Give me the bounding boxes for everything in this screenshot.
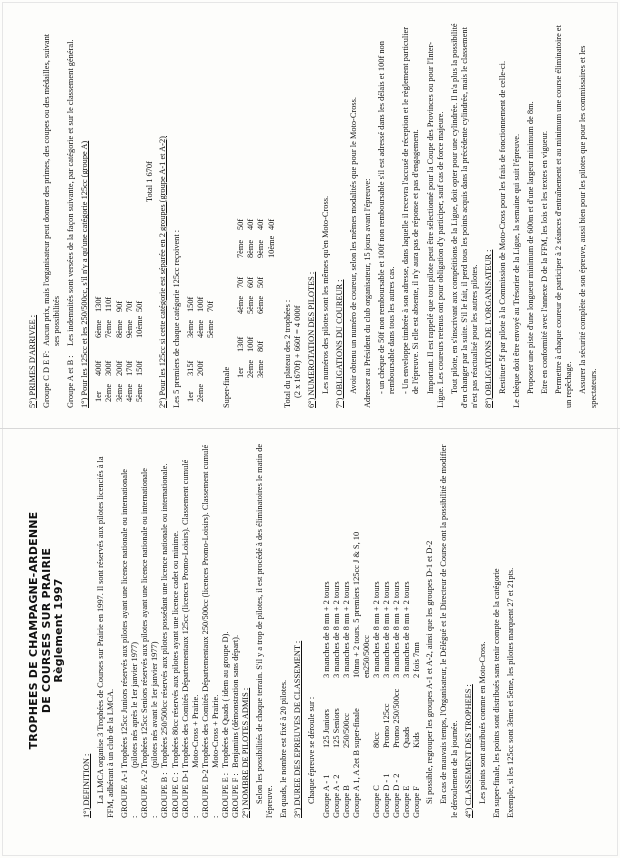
table-cell: 2ème [196, 383, 206, 402]
admitted-text-2: En quads, le nombre est fixé à 20 pilotes. [279, 679, 289, 818]
table-cell: 50f [256, 276, 266, 288]
table-row [246, 23, 256, 378]
rider-obligations-text-2: Adresser au Président du club organisateur, 15 jours avant l'épreuve: [363, 178, 373, 408]
table-cell: 3 manches de 8 mn + 2 tours [382, 581, 392, 678]
group-label: Groupe C D E F: [42, 350, 52, 408]
table-cell: 9ème [124, 319, 134, 338]
organizer-obligations-text-2: Le chèque doit être envoyé au Trésorier de la Ligue, la semaine qui suit l'épreuve. [512, 133, 522, 408]
table-cell: 10mn + 2 tours. 5 premiers 125cc J & S, 10 en250/500cc [351, 531, 371, 678]
table-cell: 90f [114, 300, 124, 312]
organizer-obligations-text-1: Restituer 5f par pilote à la Commission de Moto-Cross pour les frais de fonctionnement de celle-ci. [497, 60, 507, 394]
group-label: Groupe A et B : [66, 355, 76, 408]
ranking-text-1: Les points sont attribués comme en Moto-Cross. [477, 641, 487, 804]
group-text: Trophées 125cc Juniors réservés aux pilotes ayant une licence nationale ou internationale (pilotes nés après le 1er janvier 1977) [120, 468, 140, 768]
group-b [160, 443, 170, 818]
rider-obligations-important: Important. Il est rappelé que tout pilote peut être sélectionné pour la Coupe des Provinces ou pour l'Inter-Ligue. Les coureurs retenus ont pour obligation d'y participer, sauf cas de force majeure. [425, 41, 445, 408]
table-row [186, 23, 196, 402]
group-label: GROUPE C : [170, 772, 180, 818]
table-cell: 100f [246, 336, 256, 352]
group-label: GROUPE A-1 : [120, 769, 140, 818]
group-a2 [140, 443, 160, 818]
prizes-table-1 [94, 23, 154, 402]
group-label: GROUPE D-1 : [180, 769, 200, 818]
table-cell: 40f [246, 218, 256, 230]
group-e [221, 443, 231, 818]
table-cell: 3 manches de 8 mn + 2 tours [341, 581, 351, 678]
group-text: Trophées des Comités Départementaux 125cc (licences Promo-Loisirs). Classement cumulé Moto-Cross + Prairie. [180, 459, 200, 768]
group-label: GROUPE D-2 : [200, 769, 220, 818]
group-label: GROUPE E : [220, 772, 230, 818]
table-row [135, 23, 145, 402]
table-row [236, 23, 246, 378]
table-row [342, 443, 352, 818]
table-cell [267, 288, 277, 314]
table-cell: Groupe F [412, 786, 422, 818]
table-row [412, 443, 422, 818]
organizer-obligations-text-3: Proposer une piste d'une longueur minimum de 600m et d'une largeur minimum de 8m. [526, 101, 536, 394]
table-cell: 125 Seniors [331, 708, 341, 748]
duration-intro: Chaque épreuve se déroule sur : [307, 696, 317, 804]
table-cell: Groupe D - 2 [392, 773, 402, 818]
rider-obligations-heading: 7°) OBLIGATIONS DU COUREUR : [334, 279, 344, 408]
table-cell: 50f [236, 218, 246, 230]
table-cell: 70f [236, 276, 246, 288]
rider-obligations-displacement: Tout pilote, en s'inscrivant aux compétitions de la Ligue, doit opter pour une cylindrée. Il n'a plus la possibilité d'en changer par la suite. S'il le fait, il perd tous les points acquis dans la précédente cylindrée, mais le classement n'est pas réactualisé pour les autres pilotes. [449, 23, 479, 408]
group-text: Benjamins (démonstration sans départ). [231, 634, 241, 768]
prizes-table-3 [236, 23, 276, 378]
table-cell: Groupe C [371, 785, 381, 818]
plateau-total-calc: (2 x 1670f) + 660f = 4 000f [292, 305, 302, 398]
group-text: Trophées 250/500cc réservés aux pilotes possédant une licence nationale ou internationale. [160, 463, 170, 768]
table-cell: 3 manches de 8 mn + 2 tours [321, 581, 331, 678]
prizes-group-ab [66, 23, 76, 408]
table-row [125, 23, 135, 402]
table-row [322, 443, 332, 818]
table-cell: 10ème [134, 315, 144, 338]
group-text: Trophées 80cc réservés aux pilotes ayant une licence cadet ou minime. [170, 530, 180, 768]
group-c [171, 443, 181, 818]
right-column [28, 23, 603, 408]
table-cell: Groupe D - 1 [382, 773, 392, 818]
table-cell: 6ème [94, 319, 104, 338]
definition-intro: La LMCA organise 3 Trophées de Courses sur Prairie en 1997. Il sont réservés aux pilotes licenciés à la FFM, adhérant à un club de la LMCA. [96, 456, 116, 818]
table-cell: 125 Juniors [321, 709, 331, 748]
prizes-case-2: 2°) Pour les 125cc si cette catégorie est séparée en 2 groupes (groupe A-1 et A-2) [157, 136, 167, 408]
table-cell: 3 manches de 8 mn + 2 tours [371, 581, 381, 678]
definition-heading: 1°) DEFINITION : [81, 753, 91, 818]
title-line-1: TROPHEES DE CHAMPAGNE-ARDENNE [27, 511, 40, 750]
group-text: Trophées 125cc Seniors réservés aux pilotes ayant une licence nationale ou internationale (pilotes nés avant le 1er janvier 1977) [140, 468, 160, 768]
table-cell: 10ème [266, 235, 276, 258]
table-row [372, 443, 382, 818]
table-cell: 70f [124, 300, 134, 312]
prizes-table-2 [186, 23, 216, 402]
table-row [115, 23, 125, 402]
table-cell: 250/500cc [341, 713, 351, 748]
group-f [231, 443, 241, 818]
table-row [402, 443, 412, 818]
group-d1 [181, 443, 201, 818]
table-cell: 400f [94, 360, 104, 376]
table-cell: 3ème [114, 383, 124, 402]
table-cell: 40f [266, 218, 276, 230]
ranking-heading: 4°) CLASSEMENT DES TROPHEES : [463, 684, 473, 818]
table-cell: 2ème [104, 383, 114, 402]
title-line-2: DE COURSES SUR PRAIRIE [39, 547, 53, 714]
table-cell: 1er [186, 391, 196, 402]
table-cell: 50f [134, 300, 144, 312]
table-cell: 300f [104, 360, 114, 376]
table-cell: 3 manches de 8 mn + 2 tours [392, 581, 402, 678]
rider-obligations-text-1: Avoir obtenu un numéro de coureur, selon les mêmes modalités que pour le Moto-Cross. [349, 97, 359, 394]
table-cell: 150f [186, 296, 196, 312]
table-cell: 3ème [256, 359, 266, 378]
group-label: GROUPE A-2 : [140, 769, 160, 818]
table-cell: 1er [94, 391, 104, 402]
numbering-text: Les numéros des pilotes sont les mêmes qu'en Moto-Cross. [320, 195, 330, 394]
table-cell [267, 314, 277, 352]
duration-table [322, 443, 423, 818]
table-cell: 3 manches de 8 mn + 2 tours [402, 581, 412, 678]
group-text: Trophées des Comités Départementaux 250/500cc (licences Promo-Loisirs). Classement cumulé Moto-Cross + Prairie. [200, 444, 220, 768]
table-cell [267, 258, 277, 288]
ranking-text-2: En super-finale, les points sont distribués sans tenir compte de la catégorie [491, 568, 501, 818]
table-cell: 4ème [196, 319, 206, 338]
rider-obligations-bullet-2: - Un enveloppe timbrée à son adresse, dans laquelle il recevra l'accusé de réception et le règlement particulier de l'épreuve. Si elle est absente, il n'y aura pas de réponse et pas d'engagement. [401, 26, 421, 394]
table-row [392, 443, 402, 818]
group-text: Trophées de Quads ( idem au groupe D). [220, 631, 230, 768]
table-cell: 130f [236, 336, 246, 352]
title-line-3: Règlement 1997 [52, 578, 66, 683]
table-cell: 315f [186, 360, 196, 376]
table-cell: 5ème [134, 383, 144, 402]
table-cell: 60f [246, 276, 256, 288]
admitted-heading: 2°) NOMBRE DE PILOTES ADMIS : [241, 687, 251, 818]
table-cell: Groupe A - 2 [331, 774, 341, 818]
table-cell: 1er [236, 367, 246, 378]
table-cell: 3 manches de 8 mn + 2 tours [331, 581, 341, 678]
group-a1 [120, 443, 140, 818]
duration-note-2: En cas de mauvais temps, l'Organisateur, le Délégué et le Directeur de Course ont la possibilité de modifier le déroulement de la journée. [439, 444, 459, 818]
table-cell: Promo 250/500cc [392, 688, 402, 748]
table-cell: 200f [196, 360, 206, 376]
table-cell: 200f [114, 360, 124, 376]
table-row [196, 23, 206, 402]
table-cell: 4ème [124, 383, 134, 402]
super-finale-label: Super-finale [222, 366, 232, 408]
table-cell: 100f [196, 296, 206, 312]
table-cell: 4ème [236, 295, 246, 314]
table-cell: 2 fois 7mn [412, 642, 422, 678]
prizes-total-1: Total 1 670f [144, 161, 154, 202]
prizes-case-2-text: Les 5 premiers de chaque catégorie 125cc reçoivent : [171, 229, 181, 408]
table-cell [206, 376, 216, 402]
table-cell: 70f [206, 300, 216, 312]
organizer-obligations-text-6: Assurer la sécurité complète de son épreuve, aussi bien pour les pilotes que pour les commissaires et les spectateurs. [578, 45, 598, 408]
table-cell: Quads [402, 726, 412, 748]
duration-heading: 3°) DUREE DES EPREUVES DE CLASSEMENT : [293, 640, 303, 818]
table-cell [267, 352, 277, 378]
table-cell: 2ème [246, 359, 256, 378]
table-row [267, 23, 277, 378]
table-row [206, 23, 216, 402]
table-cell: 80f [256, 340, 266, 352]
table-cell: Groupe A 1, A 2et B [351, 750, 361, 818]
table-cell: 5ème [206, 319, 216, 338]
table-cell: super-finale [351, 708, 361, 748]
left-column [28, 443, 520, 818]
table-cell: Kids [412, 732, 422, 748]
table-cell: 150f [134, 360, 144, 376]
group-d2 [201, 443, 221, 818]
table-row [332, 443, 342, 818]
organizer-obligations-text-5: Permettre à chaque coureur de participer à 2 séances d'entraînement et au minimum une course éliminatoire et un repêchage. [554, 25, 574, 408]
table-row [104, 23, 114, 402]
duration-note-1: Si possible, regrouper les groupes A-1 et A-2, ainsi que les groupes D-1 et D-2 [425, 540, 435, 804]
table-cell: 7ème [104, 319, 114, 338]
group-text: Aucun prix, mais l'organisateur peut donner des primes, des coupes ou des médailles, suivant ses possibilités [42, 33, 62, 346]
table-cell: 9ème [256, 239, 266, 258]
table-cell: 80cc [371, 732, 381, 748]
prizes-heading: 5°) PRIMES D'ARRIVEE : [28, 314, 37, 408]
table-cell: Groupe E [402, 785, 412, 818]
table-cell: 6ème [256, 295, 266, 314]
table-cell: 130f [94, 296, 104, 312]
table-cell: Promo 125cc [382, 703, 392, 748]
table-row [256, 23, 266, 378]
organizer-obligations-text-4: Etre en conformité avec l'annexe D de la FFM, les lois et les textes en vigueur. [540, 130, 550, 394]
prizes-group-cdef [42, 23, 62, 408]
table-row [382, 443, 392, 818]
table-cell: Groupe A - 1 [321, 774, 331, 818]
table-cell: 5ème [246, 295, 256, 314]
document-title [28, 443, 66, 818]
table-cell: 8ème [114, 319, 124, 338]
group-label: GROUPE F : [231, 773, 241, 818]
table-cell: 8ème [246, 239, 256, 258]
prizes-case-1: 1°) Pour les 125cc et les 250/500cc, s'il n'y a qu'une catégorie 125cc (groupe A) [80, 140, 90, 408]
table-cell: 7ème [236, 239, 246, 258]
ranking-text-3: Exemple, si les 125cc sont 3ème et 5ème, les pilotes marquent 27 et 21pts. [505, 567, 515, 818]
rider-obligations-bullet-1: - un chèque de 50f non remboursable et 100f non remboursable s'il est adressé dans les délais et 100f non remboursable dans tous les autres cas. [377, 41, 397, 394]
numbering-heading: 6°) NUMEROTATION DES PILOTES : [306, 271, 316, 408]
admitted-text-1: Selon les possibilités de chaque terrain. S'il y a trop de pilotes, il est procédé à des éliminatoires le matin de l'épreuve. [255, 443, 275, 818]
plateau-total-label: Total du plateau des 2 trophées : [282, 299, 292, 408]
group-text: Les indemnités sont versées de la façon suivante, par catégorie et sur le classement général. [66, 39, 76, 346]
group-label: GROUPE B : [160, 772, 170, 818]
table-cell: Groupe B [341, 785, 351, 818]
table-row [94, 23, 104, 402]
table-row [352, 443, 372, 818]
organizer-obligations-heading: 8°) OBLIGATIONS DE L'ORGANISATEUR : [483, 249, 493, 408]
table-cell: 170f [124, 360, 134, 376]
table-cell: 3ème [186, 319, 196, 338]
table-cell: 110f [104, 296, 114, 312]
table-cell [206, 338, 216, 376]
table-cell: 40f [256, 218, 266, 230]
